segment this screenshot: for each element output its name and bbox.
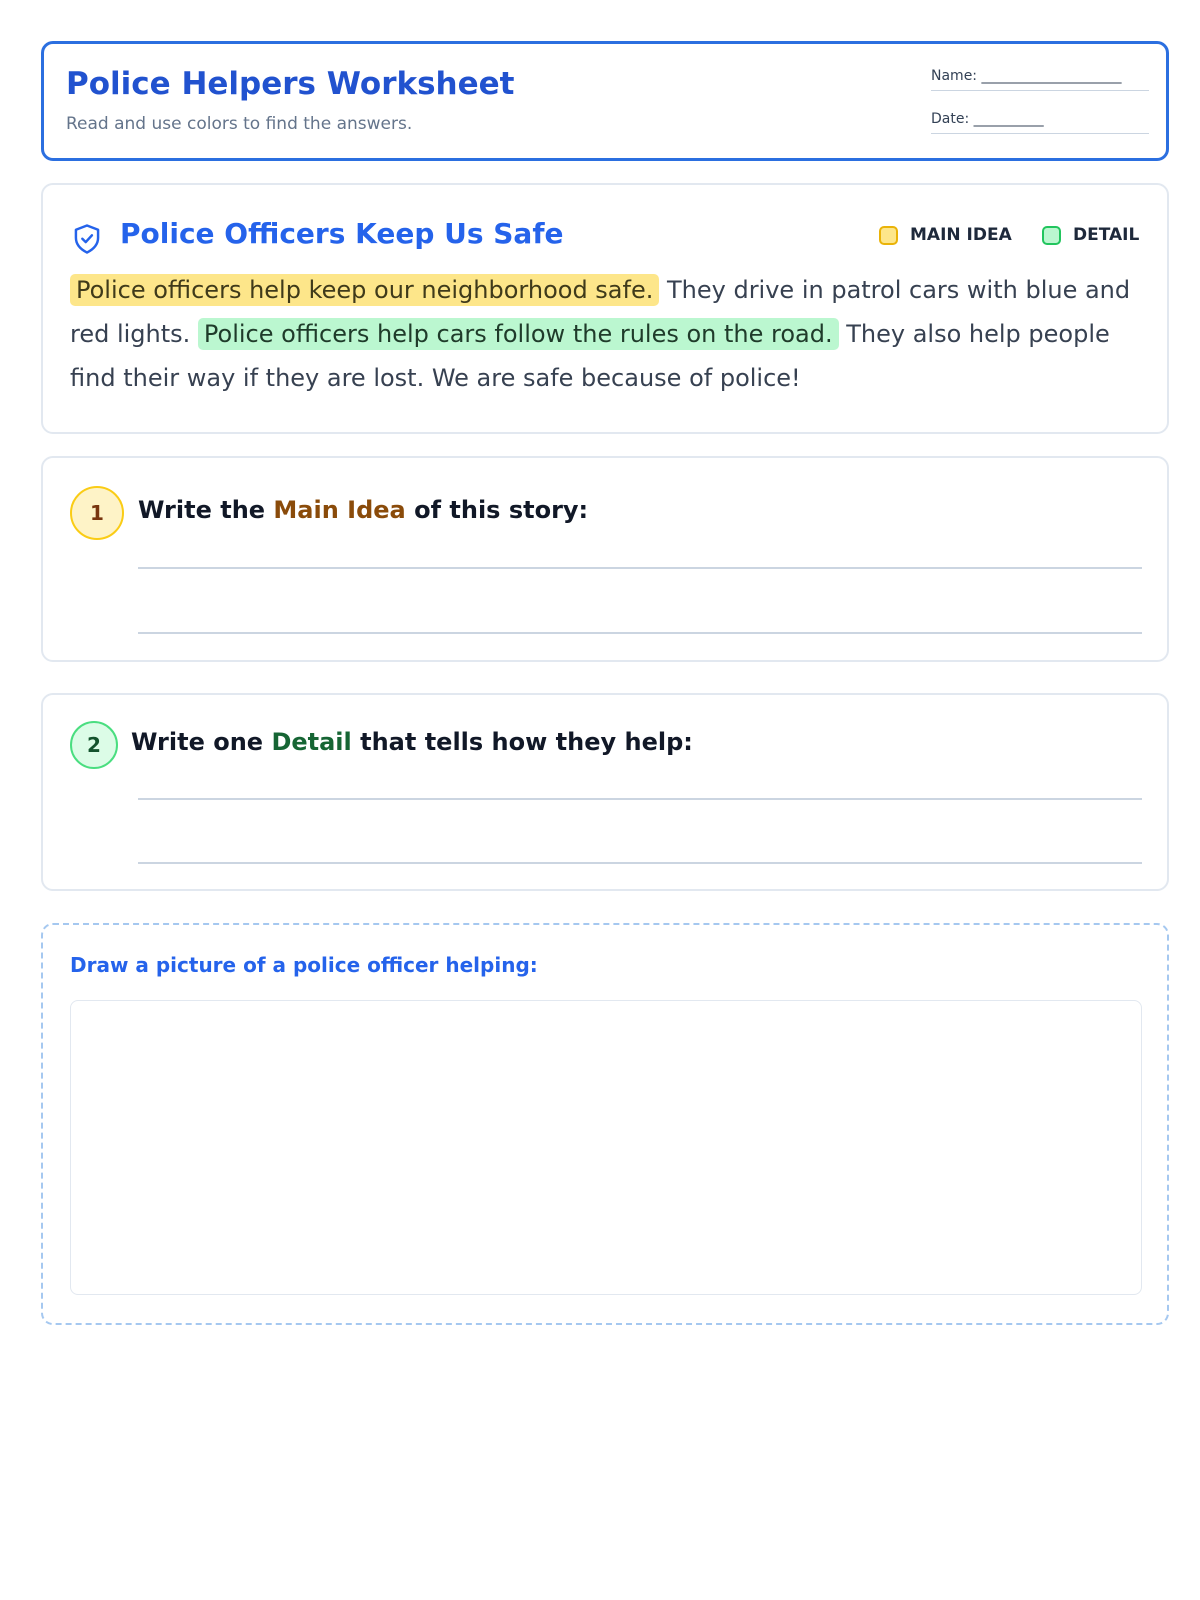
- question-prefix: Write one: [131, 728, 272, 756]
- main-idea-keyword: Main Idea: [273, 496, 406, 524]
- story-passage: [70, 268, 1145, 400]
- legend-main-idea: [879, 225, 1012, 245]
- question-prefix: Write the: [138, 496, 274, 524]
- answer-line[interactable]: [138, 798, 1142, 800]
- shield-check-icon: [72, 223, 102, 255]
- legend-detail-label: DETAIL: [1073, 225, 1140, 245]
- passage-text-2: They also help people find their way if they are lost. We are safe because of police!: [70, 320, 1110, 392]
- question-card-1: [41, 456, 1169, 662]
- question-number-badge: 1: [70, 486, 124, 540]
- legend-main-idea-label: MAIN IDEA: [910, 225, 1012, 245]
- detail-keyword: Detail: [271, 728, 352, 756]
- main-idea-swatch: [879, 226, 898, 245]
- question-prompt: [131, 728, 693, 756]
- answer-line[interactable]: [138, 632, 1142, 634]
- question-prompt: [138, 496, 588, 524]
- question-card-2: [41, 693, 1169, 891]
- worksheet-subtitle: Read and use colors to find the answers.: [66, 114, 413, 134]
- story-card: [41, 183, 1169, 434]
- answer-line[interactable]: [138, 862, 1142, 864]
- answer-line[interactable]: [138, 567, 1142, 569]
- name-field[interactable]: Name: ____________________: [931, 68, 1149, 91]
- worksheet-header: [41, 41, 1169, 161]
- passage-text-1: They drive in patrol cars with blue and red lights.: [70, 276, 1131, 348]
- legend-detail: [1042, 225, 1139, 245]
- story-title: Police Officers Keep Us Safe: [120, 217, 564, 250]
- date-field[interactable]: Date: __________: [931, 111, 1149, 134]
- question-suffix: of this story:: [405, 496, 589, 524]
- worksheet-title: Police Helpers Worksheet: [66, 66, 515, 102]
- question-number-badge: 2: [70, 721, 118, 769]
- main-idea-highlight: Police officers help keep our neighborhood safe.: [70, 274, 659, 306]
- question-suffix: that tells how they help:: [351, 728, 693, 756]
- detail-swatch: [1042, 226, 1061, 245]
- drawing-prompt: Draw a picture of a police officer helping:: [70, 953, 538, 977]
- detail-highlight: Police officers help cars follow the rules on the road.: [198, 318, 839, 350]
- drawing-area[interactable]: [70, 1000, 1142, 1295]
- drawing-section: [41, 923, 1169, 1325]
